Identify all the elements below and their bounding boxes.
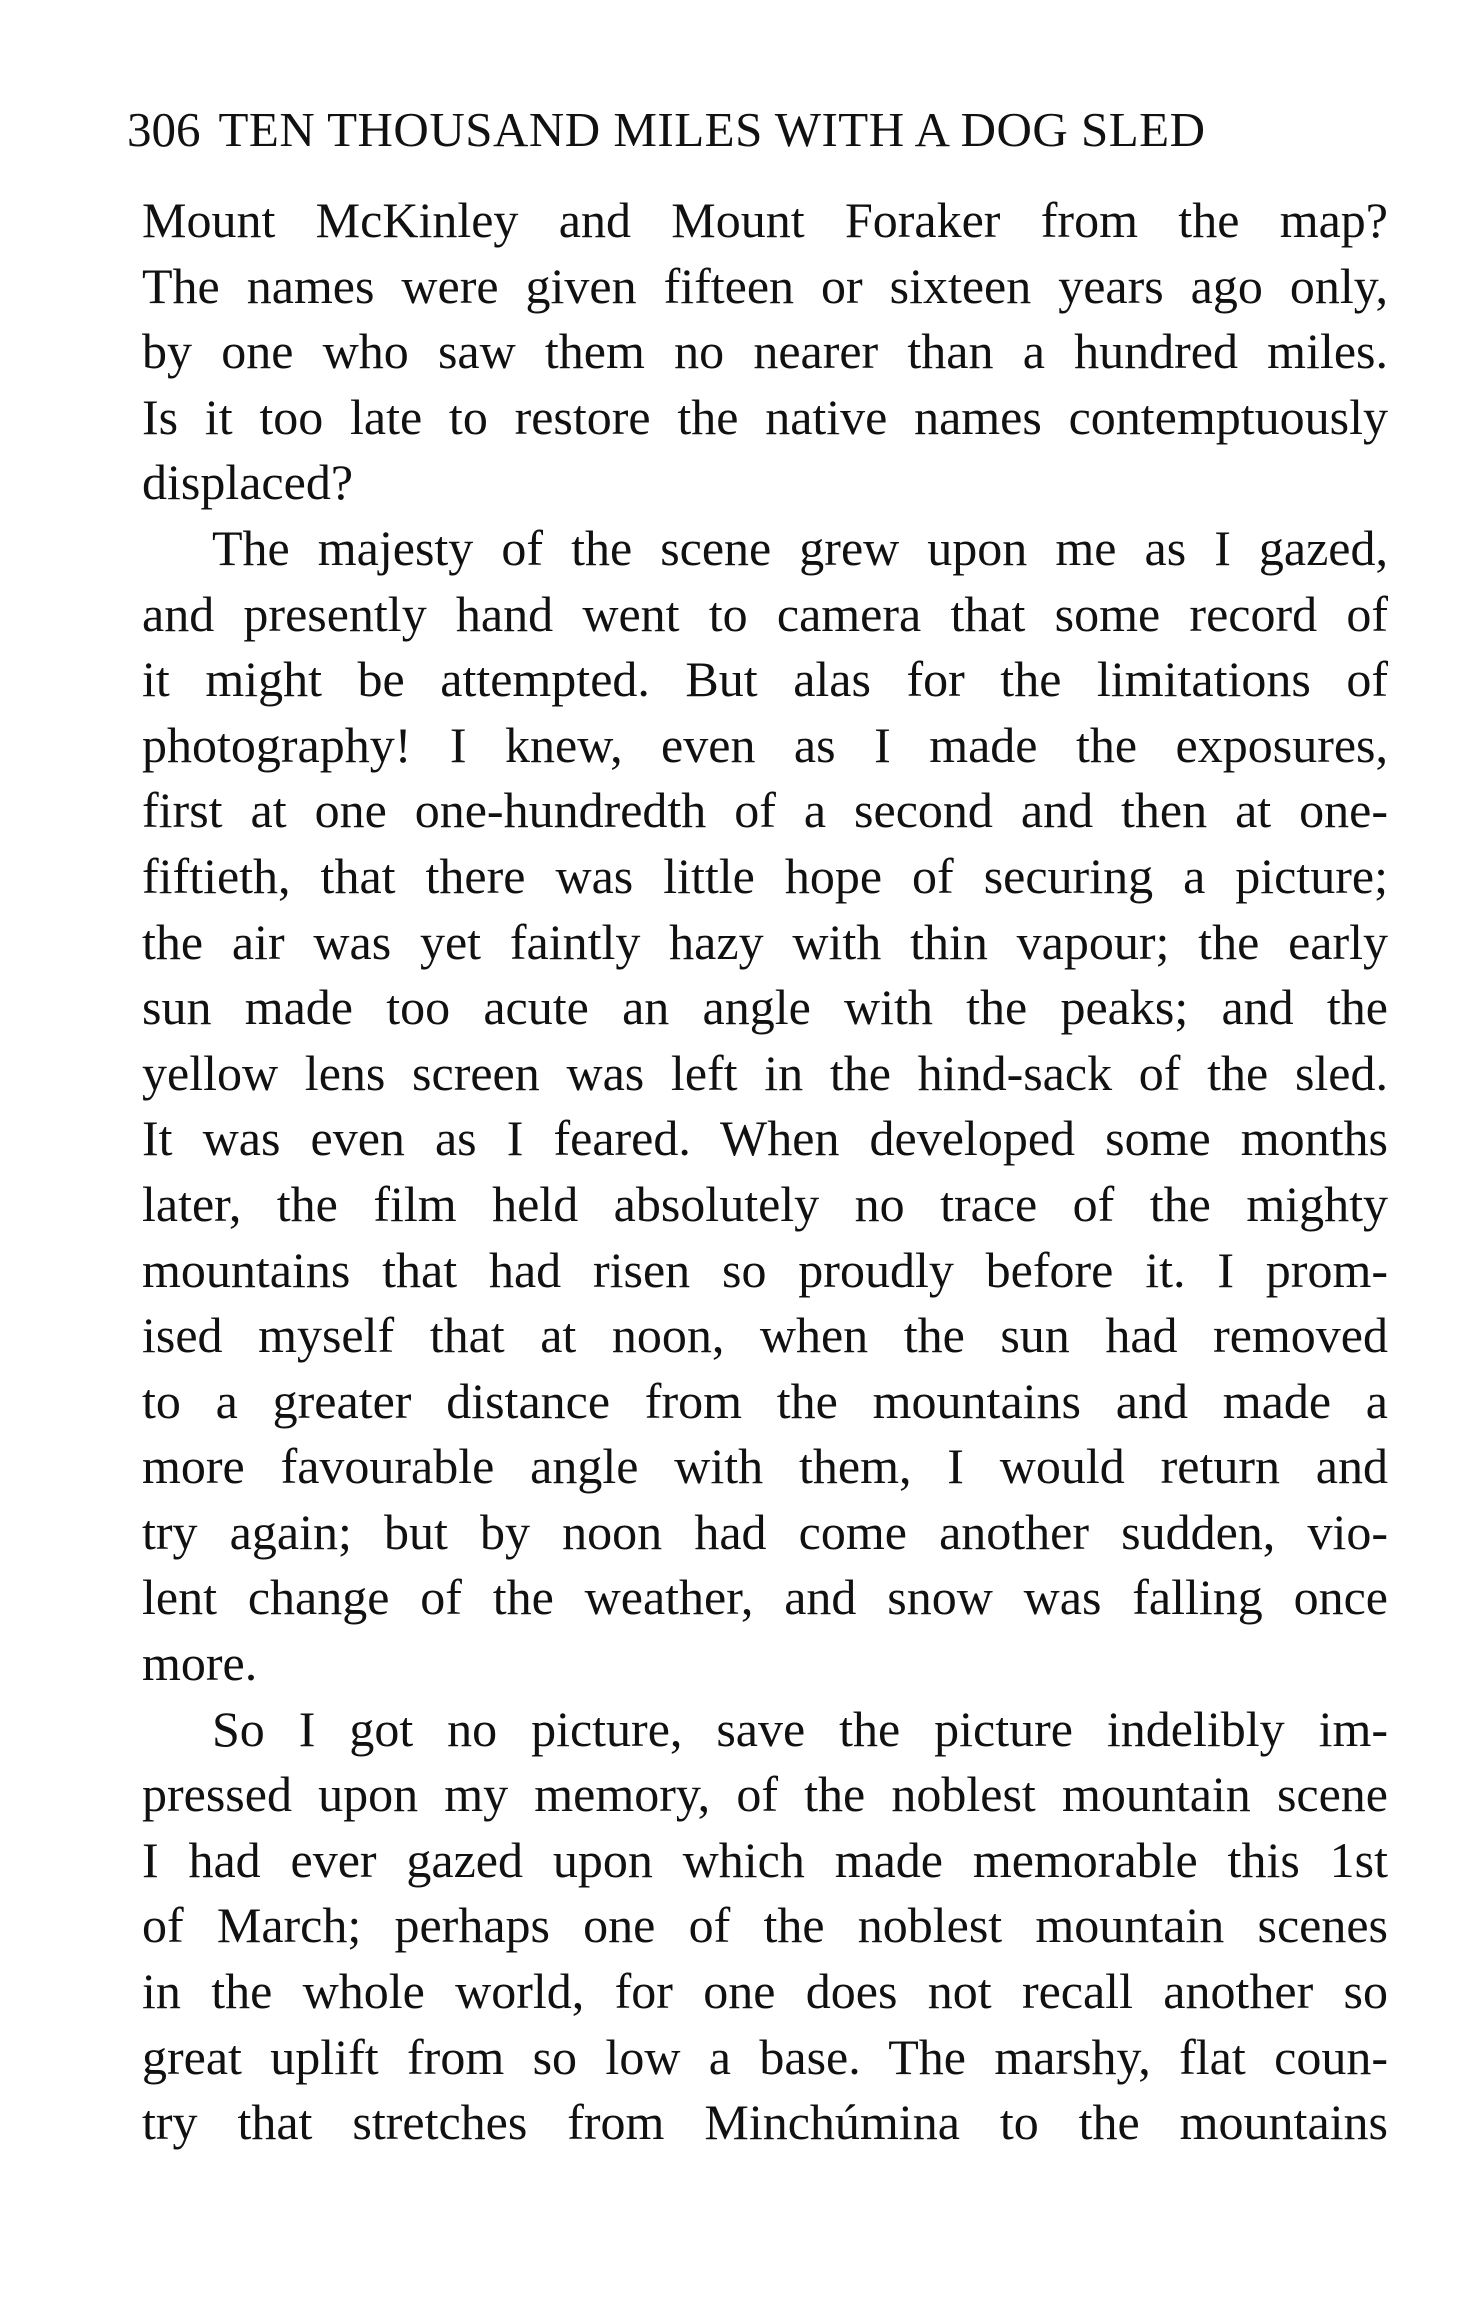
book-title: TEN THOUSAND MILES WITH A DOG SLED [218,102,1206,157]
text-line: yellow lens screen was left in the hind-sack of the sled. [142,1044,1388,1101]
text-line: lent change of the weather, and snow was falling once [142,1569,1388,1626]
text-line: Is it too late to restore the native names contemptuously [142,388,1388,445]
page-number: 306 [127,102,201,157]
text-line: Mount McKinley and Mount Foraker from the map? [142,192,1388,248]
text-line: sun made too acute an angle with the peaks; and the [142,979,1388,1036]
text-line: The majesty of the scene grew upon me as I gazed, [212,519,1388,576]
text-line: more favourable angle with them, I would return and [142,1438,1388,1495]
text-line: the air was yet faintly hazy with thin vapour; the early [142,913,1388,970]
body-text [142,188,1388,2156]
text-line: displaced? [142,454,354,511]
text-line: fiftieth, that there was little hope of securing a picture; [142,847,1388,904]
text-line: it might be attempted. But alas for the limitations of [142,651,1388,708]
text-line: ised myself that at noon, when the sun had removed [142,1307,1388,1364]
text-line: So I got no picture, save the picture indelibly im- [212,1700,1388,1757]
text-line: later, the film held absolutely no trace of the mighty [142,1175,1388,1232]
text-line: The names were given fifteen or sixteen years ago only, [142,257,1388,314]
text-line: in the whole world, for one does not recall another so [142,1963,1388,2020]
text-line: photography! I knew, even as I made the exposures, [142,716,1388,773]
text-line: to a greater distance from the mountains and made a [142,1372,1388,1429]
text-line: first at one one-hundredth of a second and then at one- [142,782,1388,839]
paragraph-1 [142,188,1388,516]
running-head [127,90,1337,170]
text-line: It was even as I feared. When developed some months [142,1110,1388,1167]
text-line: I had ever gazed upon which made memorable this 1st [142,1831,1388,1888]
text-line: mountains that had risen so proudly before it. I prom- [142,1241,1388,1298]
text-line: and presently hand went to camera that some record of [142,585,1388,642]
text-line: by one who saw them no nearer than a hundred miles. [142,323,1388,380]
text-line: try that stretches from Minchúmina to the mountains [142,2094,1388,2151]
paragraph-3 [142,1697,1388,2156]
text-line: try again; but by noon had come another sudden, vio- [142,1503,1388,1560]
text-line: more. [142,1635,258,1692]
text-line: of March; perhaps one of the noblest mountain scenes [142,1897,1388,1954]
paragraph-2 [142,516,1388,1697]
text-line: pressed upon my memory, of the noblest mountain scene [142,1766,1388,1823]
text-line: great uplift from so low a base. The marshy, flat coun- [142,2028,1388,2085]
